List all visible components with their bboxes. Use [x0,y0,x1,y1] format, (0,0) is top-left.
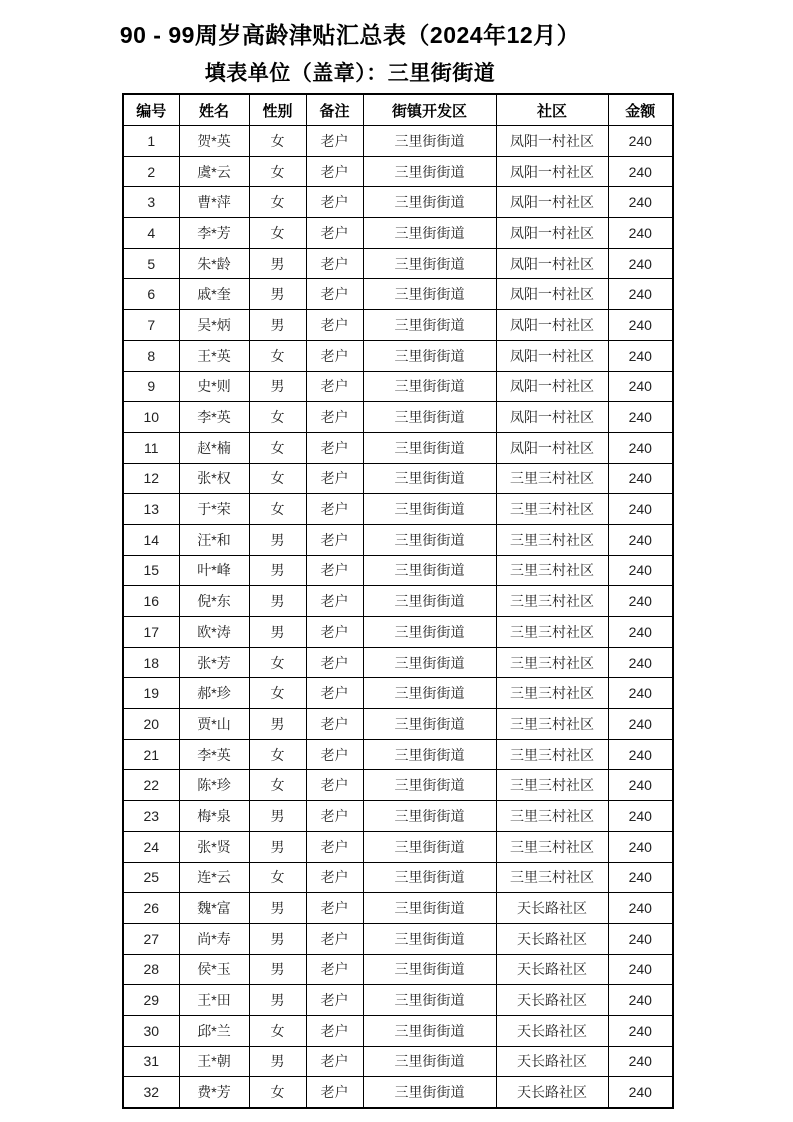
cell-name: 李*芳 [179,218,249,249]
cell-gender: 女 [249,156,306,187]
cell-amount: 240 [608,862,673,893]
cell-remark: 老户 [306,739,363,770]
cell-amount: 240 [608,432,673,463]
cell-amount: 240 [608,709,673,740]
cell-street: 三里街街道 [363,156,496,187]
cell-remark: 老户 [306,432,363,463]
table-row [123,187,673,218]
header-gender: 性别 [249,94,306,126]
cell-gender: 男 [249,954,306,985]
cell-community: 三里三村社区 [496,586,608,617]
cell-gender: 男 [249,310,306,341]
table-row [123,218,673,249]
table-row [123,862,673,893]
cell-community: 三里三村社区 [496,647,608,678]
header-name: 姓名 [179,94,249,126]
cell-amount: 240 [608,954,673,985]
page-title: 90 - 99周岁高龄津贴汇总表（2024年12月） [119,22,581,48]
cell-serial: 15 [123,555,179,586]
table-row [123,555,673,586]
cell-amount: 240 [608,1077,673,1108]
cell-serial: 5 [123,248,179,279]
cell-community: 凤阳一村社区 [496,218,608,249]
cell-street: 三里街街道 [363,923,496,954]
cell-gender: 男 [249,923,306,954]
cell-serial: 16 [123,586,179,617]
cell-community: 三里三村社区 [496,831,608,862]
cell-amount: 240 [608,555,673,586]
cell-community: 凤阳一村社区 [496,402,608,433]
cell-name: 张*芳 [179,647,249,678]
cell-name: 于*荣 [179,494,249,525]
cell-gender: 男 [249,555,306,586]
table-row [123,340,673,371]
cell-gender: 女 [249,862,306,893]
cell-remark: 老户 [306,340,363,371]
cell-gender: 男 [249,985,306,1016]
cell-gender: 男 [249,893,306,924]
cell-serial: 11 [123,432,179,463]
table-row [123,586,673,617]
cell-street: 三里街街道 [363,770,496,801]
cell-street: 三里街街道 [363,801,496,832]
cell-remark: 老户 [306,985,363,1016]
cell-serial: 21 [123,739,179,770]
cell-remark: 老户 [306,586,363,617]
cell-community: 凤阳一村社区 [496,156,608,187]
table-row [123,156,673,187]
cell-remark: 老户 [306,218,363,249]
cell-street: 三里街街道 [363,340,496,371]
table-row [123,463,673,494]
cell-remark: 老户 [306,678,363,709]
cell-gender: 男 [249,831,306,862]
table-row [123,1046,673,1077]
cell-serial: 28 [123,954,179,985]
cell-community: 三里三村社区 [496,709,608,740]
cell-amount: 240 [608,1015,673,1046]
cell-gender: 男 [249,617,306,648]
cell-remark: 老户 [306,279,363,310]
table-row [123,709,673,740]
cell-community: 凤阳一村社区 [496,432,608,463]
cell-name: 叶*峰 [179,555,249,586]
cell-remark: 老户 [306,801,363,832]
cell-name: 陈*珍 [179,770,249,801]
table-row [123,801,673,832]
table-row [123,617,673,648]
cell-street: 三里街街道 [363,647,496,678]
cell-street: 三里街街道 [363,463,496,494]
cell-community: 三里三村社区 [496,801,608,832]
cell-amount: 240 [608,494,673,525]
cell-name: 王*田 [179,985,249,1016]
cell-serial: 29 [123,985,179,1016]
cell-street: 三里街街道 [363,402,496,433]
cell-serial: 22 [123,770,179,801]
cell-name: 连*云 [179,862,249,893]
cell-street: 三里街街道 [363,739,496,770]
cell-remark: 老户 [306,463,363,494]
cell-community: 凤阳一村社区 [496,279,608,310]
cell-gender: 女 [249,1015,306,1046]
cell-street: 三里街街道 [363,985,496,1016]
cell-serial: 9 [123,371,179,402]
cell-name: 赵*楠 [179,432,249,463]
cell-name: 张*贤 [179,831,249,862]
cell-gender: 男 [249,248,306,279]
cell-amount: 240 [608,647,673,678]
cell-name: 曹*萍 [179,187,249,218]
cell-remark: 老户 [306,770,363,801]
cell-gender: 女 [249,494,306,525]
subsidy-table [122,93,674,1109]
cell-amount: 240 [608,463,673,494]
cell-serial: 14 [123,524,179,555]
table-row [123,494,673,525]
cell-community: 天长路社区 [496,1015,608,1046]
cell-amount: 240 [608,1046,673,1077]
table-row [123,310,673,341]
cell-street: 三里街街道 [363,494,496,525]
cell-street: 三里街街道 [363,187,496,218]
cell-serial: 19 [123,678,179,709]
cell-serial: 27 [123,923,179,954]
cell-serial: 3 [123,187,179,218]
cell-gender: 女 [249,770,306,801]
cell-community: 三里三村社区 [496,678,608,709]
cell-street: 三里街街道 [363,678,496,709]
cell-street: 三里街街道 [363,126,496,157]
cell-community: 凤阳一村社区 [496,126,608,157]
cell-community: 三里三村社区 [496,555,608,586]
cell-street: 三里街街道 [363,862,496,893]
cell-street: 三里街街道 [363,617,496,648]
table-row [123,1077,673,1108]
table-body [123,126,673,1109]
table-row [123,739,673,770]
cell-street: 三里街街道 [363,218,496,249]
cell-name: 王*朝 [179,1046,249,1077]
cell-gender: 男 [249,524,306,555]
cell-gender: 男 [249,801,306,832]
cell-street: 三里街街道 [363,432,496,463]
cell-remark: 老户 [306,555,363,586]
cell-remark: 老户 [306,1046,363,1077]
cell-gender: 男 [249,279,306,310]
cell-amount: 240 [608,126,673,157]
cell-name: 魏*富 [179,893,249,924]
table-row [123,647,673,678]
cell-street: 三里街街道 [363,310,496,341]
table-row [123,248,673,279]
cell-name: 王*英 [179,340,249,371]
cell-name: 梅*泉 [179,801,249,832]
cell-remark: 老户 [306,954,363,985]
cell-name: 戚*奎 [179,279,249,310]
cell-community: 凤阳一村社区 [496,340,608,371]
cell-street: 三里街街道 [363,248,496,279]
cell-name: 张*权 [179,463,249,494]
cell-gender: 男 [249,371,306,402]
cell-street: 三里街街道 [363,954,496,985]
cell-amount: 240 [608,340,673,371]
cell-name: 汪*和 [179,524,249,555]
table-row [123,126,673,157]
cell-amount: 240 [608,279,673,310]
cell-community: 凤阳一村社区 [496,371,608,402]
header-street: 街镇开发区 [363,94,496,126]
table-row [123,371,673,402]
cell-remark: 老户 [306,831,363,862]
cell-name: 虞*云 [179,156,249,187]
cell-amount: 240 [608,801,673,832]
table-row [123,954,673,985]
table-row [123,831,673,862]
cell-name: 史*则 [179,371,249,402]
cell-remark: 老户 [306,862,363,893]
cell-serial: 20 [123,709,179,740]
cell-street: 三里街街道 [363,1015,496,1046]
cell-name: 朱*龄 [179,248,249,279]
cell-serial: 13 [123,494,179,525]
cell-gender: 女 [249,187,306,218]
table-row [123,770,673,801]
cell-remark: 老户 [306,893,363,924]
cell-gender: 女 [249,678,306,709]
table-row [123,985,673,1016]
cell-community: 三里三村社区 [496,494,608,525]
cell-name: 吴*炳 [179,310,249,341]
cell-remark: 老户 [306,494,363,525]
cell-serial: 6 [123,279,179,310]
cell-amount: 240 [608,310,673,341]
cell-remark: 老户 [306,156,363,187]
cell-community: 三里三村社区 [496,739,608,770]
table-row [123,923,673,954]
cell-name: 侯*玉 [179,954,249,985]
cell-community: 三里三村社区 [496,862,608,893]
cell-remark: 老户 [306,187,363,218]
cell-amount: 240 [608,586,673,617]
cell-community: 天长路社区 [496,893,608,924]
cell-street: 三里街街道 [363,555,496,586]
cell-name: 邱*兰 [179,1015,249,1046]
cell-amount: 240 [608,371,673,402]
cell-serial: 25 [123,862,179,893]
heading-block [0,20,700,88]
cell-gender: 女 [249,463,306,494]
cell-amount: 240 [608,248,673,279]
cell-serial: 17 [123,617,179,648]
cell-street: 三里街街道 [363,1077,496,1108]
cell-amount: 240 [608,218,673,249]
cell-amount: 240 [608,893,673,924]
cell-serial: 12 [123,463,179,494]
cell-serial: 2 [123,156,179,187]
cell-name: 李*英 [179,739,249,770]
cell-name: 欧*涛 [179,617,249,648]
cell-gender: 女 [249,1077,306,1108]
cell-remark: 老户 [306,524,363,555]
table-row [123,524,673,555]
cell-gender: 女 [249,739,306,770]
cell-gender: 女 [249,432,306,463]
cell-gender: 男 [249,709,306,740]
cell-remark: 老户 [306,310,363,341]
cell-serial: 32 [123,1077,179,1108]
cell-remark: 老户 [306,1077,363,1108]
cell-gender: 女 [249,340,306,371]
cell-amount: 240 [608,831,673,862]
cell-community: 凤阳一村社区 [496,187,608,218]
cell-community: 三里三村社区 [496,524,608,555]
cell-community: 天长路社区 [496,954,608,985]
cell-gender: 女 [249,402,306,433]
cell-community: 天长路社区 [496,1077,608,1108]
cell-name: 尚*寿 [179,923,249,954]
cell-gender: 女 [249,126,306,157]
cell-remark: 老户 [306,126,363,157]
cell-serial: 30 [123,1015,179,1046]
cell-serial: 8 [123,340,179,371]
cell-community: 天长路社区 [496,985,608,1016]
cell-street: 三里街街道 [363,893,496,924]
cell-remark: 老户 [306,402,363,433]
cell-name: 贺*英 [179,126,249,157]
cell-community: 三里三村社区 [496,463,608,494]
cell-serial: 26 [123,893,179,924]
page-subtitle: 填表单位（盖章）：三里街街道 [204,62,496,85]
table-row [123,279,673,310]
cell-amount: 240 [608,985,673,1016]
cell-community: 三里三村社区 [496,770,608,801]
cell-community: 三里三村社区 [496,617,608,648]
cell-street: 三里街街道 [363,709,496,740]
table-row [123,893,673,924]
cell-street: 三里街街道 [363,371,496,402]
cell-community: 凤阳一村社区 [496,310,608,341]
table-row [123,1015,673,1046]
cell-gender: 女 [249,218,306,249]
cell-community: 天长路社区 [496,923,608,954]
cell-name: 李*英 [179,402,249,433]
cell-amount: 240 [608,923,673,954]
cell-amount: 240 [608,402,673,433]
cell-remark: 老户 [306,647,363,678]
cell-amount: 240 [608,524,673,555]
header-serial: 编号 [123,94,179,126]
cell-remark: 老户 [306,1015,363,1046]
cell-gender: 女 [249,647,306,678]
cell-serial: 10 [123,402,179,433]
header-community: 社区 [496,94,608,126]
cell-remark: 老户 [306,371,363,402]
cell-street: 三里街街道 [363,831,496,862]
cell-serial: 18 [123,647,179,678]
cell-serial: 31 [123,1046,179,1077]
cell-name: 贾*山 [179,709,249,740]
cell-serial: 4 [123,218,179,249]
header-remark: 备注 [306,94,363,126]
cell-community: 天长路社区 [496,1046,608,1077]
cell-community: 凤阳一村社区 [496,248,608,279]
cell-serial: 24 [123,831,179,862]
cell-name: 倪*东 [179,586,249,617]
cell-amount: 240 [608,156,673,187]
table-row [123,432,673,463]
cell-amount: 240 [608,187,673,218]
table-row [123,402,673,433]
header-amount: 金额 [608,94,673,126]
cell-remark: 老户 [306,248,363,279]
cell-serial: 1 [123,126,179,157]
cell-street: 三里街街道 [363,279,496,310]
cell-gender: 男 [249,586,306,617]
cell-street: 三里街街道 [363,1046,496,1077]
cell-amount: 240 [608,770,673,801]
cell-name: 费*芳 [179,1077,249,1108]
cell-serial: 7 [123,310,179,341]
cell-gender: 男 [249,1046,306,1077]
cell-street: 三里街街道 [363,586,496,617]
cell-remark: 老户 [306,923,363,954]
cell-remark: 老户 [306,709,363,740]
cell-amount: 240 [608,678,673,709]
cell-serial: 23 [123,801,179,832]
table-header-row [123,94,673,126]
cell-amount: 240 [608,739,673,770]
cell-name: 郝*珍 [179,678,249,709]
cell-remark: 老户 [306,617,363,648]
cell-street: 三里街街道 [363,524,496,555]
table-row [123,678,673,709]
cell-amount: 240 [608,617,673,648]
